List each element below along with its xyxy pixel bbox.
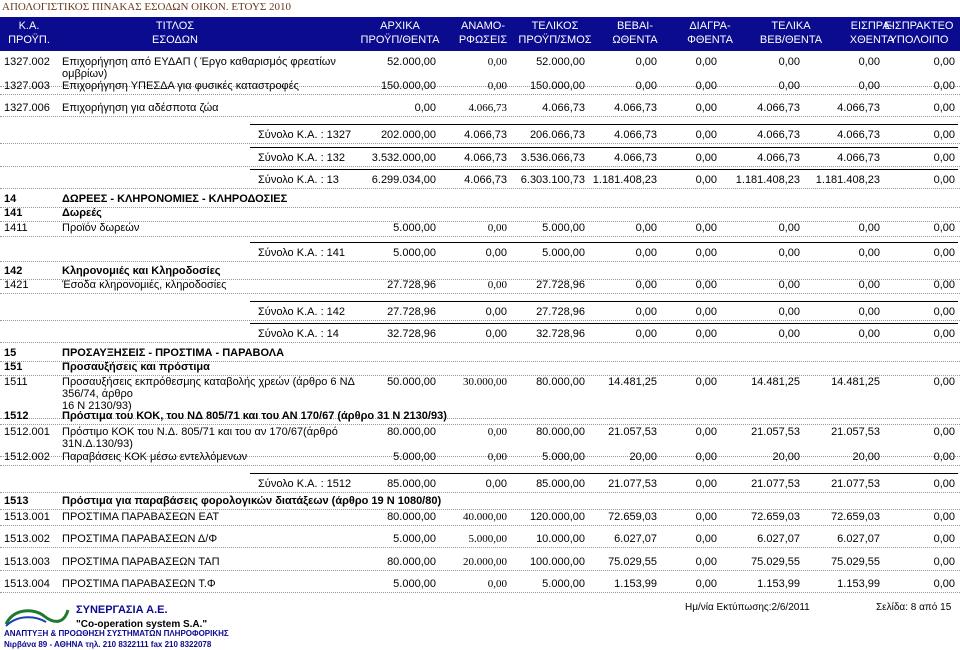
- cell-final: 5.000,00: [542, 451, 585, 463]
- cell-collected: 4.066,73: [837, 129, 880, 141]
- table-row: [0, 192, 960, 206]
- row-title: Επιχορήγηση για αδέσποτα ζώα: [62, 102, 219, 114]
- page-number: Σελίδα: 8 από 15: [876, 602, 952, 613]
- table-row: [0, 278, 960, 292]
- row-code: 1513.002: [4, 533, 50, 545]
- hdr-collected: ΕΙΣΠΡΑ- ΧΘΕΝΤΑ: [849, 20, 895, 46]
- cell-deleted: 0,00: [695, 328, 717, 340]
- cell-final-cert: 0,00: [778, 328, 800, 340]
- cell-final: 120.000,00: [529, 511, 585, 523]
- cell-amend: 4.066,73: [464, 152, 507, 164]
- cell-initial: 5.000,00: [393, 451, 436, 463]
- cell-certified: 0,00: [635, 80, 657, 92]
- cell-final-cert: 0,00: [778, 279, 800, 291]
- cell-certified: 4.066,73: [614, 152, 657, 164]
- subtotal-rule: [250, 473, 958, 474]
- cell-deleted: 0,00: [695, 556, 717, 568]
- cell-certified: 14.481,25: [608, 376, 657, 388]
- table-header: [0, 17, 960, 51]
- subtotal-label: Σύνολο Κ.Α. : 141: [258, 247, 346, 259]
- table-row: [0, 360, 960, 374]
- cell-certified: 0,00: [635, 306, 657, 318]
- cell-initial: 6.299.034,00: [371, 174, 436, 186]
- cell-outstanding: 0,00: [933, 222, 955, 234]
- cell-collected: 1.153,99: [837, 578, 880, 590]
- cell-outstanding: 0,00: [933, 129, 955, 141]
- cell-initial: 85.000,00: [387, 478, 436, 490]
- cell-final-cert: 0,00: [778, 222, 800, 234]
- table-row: [0, 375, 960, 412]
- cell-amend: 4.066,73: [468, 102, 507, 114]
- row-separator: [0, 94, 960, 95]
- cell-final-cert: 0,00: [778, 306, 800, 318]
- cell-collected: 0,00: [858, 306, 880, 318]
- cell-deleted: 0,00: [695, 102, 717, 114]
- cell-final: 5.000,00: [542, 222, 585, 234]
- subtotal-rule: [250, 169, 958, 170]
- row-separator: [0, 570, 960, 571]
- cell-amend: 20.000,00: [463, 556, 507, 568]
- cell-outstanding: 0,00: [933, 328, 955, 340]
- cell-initial: 27.728,96: [387, 279, 436, 291]
- report-title: ΑΠΟΛΟΓΙΣΤΙΚΟΣ ΠΙΝΑΚΑΣ ΕΣΟΔΩΝ ΟΙΚΟΝ. ΕΤΟΥΣ 2010: [2, 1, 292, 13]
- cell-amend: 4.066,73: [464, 174, 507, 186]
- subtotal-row: [0, 305, 960, 319]
- cell-deleted: 0,00: [695, 451, 717, 463]
- cell-final-cert: 0,00: [778, 56, 800, 68]
- company-system: "Co-operation system S.A.": [76, 619, 208, 630]
- row-title: ΠΡΟΣΤΙΜΑ ΠΑΡΑΒΑΣΕΩΝ ΕΑΤ: [62, 511, 220, 523]
- cell-outstanding: 0,00: [933, 80, 955, 92]
- cell-amend: 0,00: [487, 56, 507, 68]
- table-row: [0, 425, 960, 450]
- cell-collected: 1.181.408,23: [815, 174, 880, 186]
- cell-collected: 14.481,25: [831, 376, 880, 388]
- cell-outstanding: 0,00: [933, 279, 955, 291]
- cell-amend: 0,00: [487, 426, 507, 438]
- row-code: 1512.002: [4, 451, 50, 463]
- cell-certified: 0,00: [635, 222, 657, 234]
- row-title: ΠΡΟΣΑΥΞΗΣΕΙΣ - ΠΡΟΣΤΙΜΑ - ΠΑΡΑΒΟΛΑ: [62, 347, 285, 359]
- cell-deleted: 0,00: [695, 222, 717, 234]
- row-code: 142: [4, 265, 23, 277]
- hdr-title: ΤΙΤΛΟΣ ΕΣΟΔΩΝ: [152, 20, 198, 46]
- cell-deleted: 0,00: [695, 306, 717, 318]
- row-code: 151: [4, 361, 23, 373]
- hdr-final: ΤΕΛΙΚΟΣ ΠΡΟΫΠ/ΣΜΟΣ: [518, 20, 592, 46]
- cell-collected: 0,00: [858, 222, 880, 234]
- cell-final-cert: 4.066,73: [757, 129, 800, 141]
- cell-deleted: 0,00: [695, 129, 717, 141]
- subtotal-label: Σύνολο Κ.Α. : 14: [258, 328, 339, 340]
- cell-certified: 20,00: [629, 451, 657, 463]
- company-address: Νιρβάνα 89 - ΑΘΗΝΑ τηλ. 210 8322111 fax 210 8322078: [4, 640, 212, 649]
- cell-outstanding: 0,00: [933, 376, 955, 388]
- subtotal-row: [0, 246, 960, 260]
- table-row: [0, 206, 960, 220]
- cell-outstanding: 0,00: [933, 56, 955, 68]
- cell-deleted: 0,00: [695, 578, 717, 590]
- row-code: 14: [4, 193, 17, 205]
- row-title: Έσοδα κληρονομιές, κληροδοσίες: [62, 279, 227, 291]
- cell-certified: 1.153,99: [614, 578, 657, 590]
- row-separator: [0, 320, 960, 321]
- cell-final-cert: 6.027,07: [757, 533, 800, 545]
- subtotal-rule: [250, 323, 958, 324]
- cell-initial: 80.000,00: [387, 426, 436, 438]
- cell-final: 5.000,00: [542, 578, 585, 590]
- cell-initial: 27.728,96: [387, 306, 436, 318]
- cell-final-cert: 4.066,73: [757, 102, 800, 114]
- cell-final: 3.536.066,73: [520, 152, 585, 164]
- cell-outstanding: 0,00: [933, 511, 955, 523]
- cell-certified: 0,00: [635, 328, 657, 340]
- cell-collected: 4.066,73: [837, 102, 880, 114]
- row-title: Πρόστιμα του ΚΟΚ, του ΝΔ 805/71 και του ΑΝ 170/67 (άρθρο 31 Ν 2130/93): [62, 410, 447, 422]
- table-row: [0, 577, 960, 591]
- cell-collected: 21.077,53: [831, 478, 880, 490]
- row-title: Παραβάσεις ΚΟΚ μέσω εντελλόμενων: [62, 451, 248, 463]
- cell-certified: 4.066,73: [614, 102, 657, 114]
- cell-collected: 4.066,73: [837, 152, 880, 164]
- row-separator: [0, 525, 960, 526]
- row-title: ΠΡΟΣΤΙΜΑ ΠΑΡΑΒΑΣΕΩΝ ΤΑΠ: [62, 556, 220, 568]
- row-code: 1513.001: [4, 511, 50, 523]
- cell-outstanding: 0,00: [933, 451, 955, 463]
- row-title: Επιχορήγηση ΥΠΕΣΔΑ για φυσικές καταστροφές: [62, 80, 299, 92]
- row-separator: [0, 342, 960, 343]
- cell-initial: 80.000,00: [387, 556, 436, 568]
- table-row: [0, 101, 960, 115]
- row-separator: [0, 592, 960, 593]
- cell-certified: 0,00: [635, 247, 657, 259]
- cell-final: 80.000,00: [536, 376, 585, 388]
- cell-final: 6.303.100,73: [520, 174, 585, 186]
- row-title: ΠΡΟΣΤΙΜΑ ΠΑΡΑΒΑΣΕΩΝ Τ.Φ: [62, 578, 216, 590]
- row-separator: [0, 236, 960, 237]
- cell-collected: 20,00: [852, 451, 880, 463]
- cell-final: 206.066,73: [529, 129, 585, 141]
- cell-deleted: 0,00: [695, 426, 717, 438]
- cell-deleted: 0,00: [695, 247, 717, 259]
- table-row: [0, 555, 960, 569]
- subtotal-rule: [250, 242, 958, 243]
- cell-amend: 4.066,73: [464, 129, 507, 141]
- cell-deleted: 0,00: [695, 478, 717, 490]
- cell-deleted: 0,00: [695, 511, 717, 523]
- cell-deleted: 0,00: [695, 80, 717, 92]
- cell-deleted: 0,00: [695, 376, 717, 388]
- row-title: Πρόστιμο ΚΟΚ του Ν.Δ. 805/71 και του αν 170/67(άρθρό: [62, 426, 338, 438]
- cell-initial: 3.532.000,00: [371, 152, 436, 164]
- row-code: 1421: [4, 279, 29, 291]
- row-separator: [0, 492, 960, 493]
- cell-certified: 21.077,53: [608, 478, 657, 490]
- cell-initial: 52.000,00: [387, 56, 436, 68]
- row-title: Πρόστιμα για παραβάσεις φορολογικών διατάξεων (άρθρο 19 Ν 1080/80): [62, 495, 442, 507]
- subtotal-rule: [250, 147, 958, 148]
- cell-initial: 5.000,00: [393, 247, 436, 259]
- row-code: 141: [4, 207, 23, 219]
- hdr-code: Κ.Α. ΠΡΟΫΠ.: [8, 20, 50, 46]
- cell-collected: 21.057,53: [831, 426, 880, 438]
- cell-final-cert: 72.659,03: [751, 511, 800, 523]
- row-separator: [0, 188, 960, 189]
- cell-final: 27.728,96: [536, 306, 585, 318]
- cell-final: 80.000,00: [536, 426, 585, 438]
- table-row: [0, 221, 960, 235]
- subtotal-row: [0, 327, 960, 341]
- cell-final-cert: 14.481,25: [751, 376, 800, 388]
- row-code: 1327.006: [4, 102, 50, 114]
- cell-amend: 0,00: [485, 306, 507, 318]
- cell-deleted: 0,00: [695, 56, 717, 68]
- subtotal-row: [0, 128, 960, 142]
- cell-final: 4.066,73: [542, 102, 585, 114]
- cell-amend: 0,00: [487, 578, 507, 590]
- cell-amend: 0,00: [487, 279, 507, 291]
- hdr-certified: ΒΕΒΑΙ- ΩΘΕΝΤΑ: [612, 20, 658, 46]
- company-name: ΣΥΝΕΡΓΑΣΙΑ Α.Ε.: [76, 604, 168, 616]
- row-title: Κληρονομιές και Κληροδοσίες: [62, 265, 221, 277]
- table-row: [0, 264, 960, 278]
- row-code: 1513.004: [4, 578, 50, 590]
- cell-outstanding: 0,00: [933, 578, 955, 590]
- row-separator: [0, 293, 960, 294]
- subtotal-label: Σύνολο Κ.Α. : 142: [258, 306, 346, 318]
- cell-initial: 5.000,00: [393, 578, 436, 590]
- cell-certified: 0,00: [635, 56, 657, 68]
- hdr-initial: ΑΡΧΙΚΑ ΠΡΟΫΠ/ΘΕΝΤΑ: [360, 20, 440, 46]
- hdr-amend: ΑΝΑΜΟ- ΡΦΩΣΕΙΣ: [458, 20, 508, 46]
- row-code: 1411: [4, 222, 28, 234]
- cell-amend: 0,00: [487, 80, 507, 92]
- cell-initial: 5.000,00: [393, 222, 436, 234]
- row-separator: [0, 261, 960, 262]
- row-code: 1512.001: [4, 426, 50, 438]
- cell-final-cert: 20,00: [772, 451, 800, 463]
- cell-outstanding: 0,00: [933, 556, 955, 568]
- cell-initial: 32.728,96: [387, 328, 436, 340]
- cell-collected: 72.659,03: [831, 511, 880, 523]
- row-title: Προσαυξήσεις και πρόστιμα: [62, 361, 210, 373]
- cell-amend: 0,00: [487, 222, 507, 234]
- row-separator: [0, 166, 960, 167]
- row-separator: [0, 465, 960, 466]
- cell-final: 32.728,96: [536, 328, 585, 340]
- subtotal-row: [0, 173, 960, 187]
- row-code: 15: [4, 347, 17, 359]
- cell-initial: 80.000,00: [387, 511, 436, 523]
- cell-outstanding: 0,00: [933, 152, 955, 164]
- cell-outstanding: 0,00: [933, 174, 955, 186]
- row-title: Δωρεές: [62, 207, 102, 219]
- row-title: ΔΩΡΕΕΣ - ΚΛΗΡΟΝΟΜΙΕΣ - ΚΛΗΡΟΔΟΣΙΕΣ: [62, 193, 288, 205]
- row-separator: [0, 547, 960, 548]
- row-title: Επιχορήγηση από ΕΥΔΑΠ ( Έργο καθαρισμός φρεατίων: [62, 56, 336, 68]
- cell-collected: 75.029,55: [831, 556, 880, 568]
- hdr-deleted: ΔΙΑΓΡΑ- ΦΘΕΝΤΑ: [687, 20, 733, 46]
- cell-final: 52.000,00: [536, 56, 585, 68]
- cell-final: 150.000,00: [529, 80, 585, 92]
- row-title-cont: 31Ν.Δ.130/93): [62, 438, 133, 450]
- cell-amend: 0,00: [485, 328, 507, 340]
- cell-final-cert: 21.057,53: [751, 426, 800, 438]
- row-title-cont: 356/74, άρθρο: [62, 388, 133, 400]
- cell-final-cert: 4.066,73: [757, 152, 800, 164]
- cell-certified: 21.057,53: [608, 426, 657, 438]
- cell-collected: 0,00: [858, 328, 880, 340]
- cell-final: 10.000,00: [536, 533, 585, 545]
- row-title: ΠΡΟΣΤΙΜΑ ΠΑΡΑΒΑΣΕΩΝ Δ/Φ: [62, 533, 218, 545]
- cell-outstanding: 0,00: [933, 478, 955, 490]
- cell-amend: 5.000,00: [468, 533, 507, 545]
- cell-certified: 0,00: [635, 279, 657, 291]
- row-title: Προϊόν δωρεών: [62, 222, 140, 234]
- cell-deleted: 0,00: [695, 279, 717, 291]
- cell-final-cert: 0,00: [778, 80, 800, 92]
- cell-outstanding: 0,00: [933, 533, 955, 545]
- row-separator: [0, 143, 960, 144]
- cell-outstanding: 0,00: [933, 102, 955, 114]
- cell-initial: 5.000,00: [393, 533, 436, 545]
- row-code: 1327.002: [4, 56, 50, 68]
- row-separator: [0, 116, 960, 117]
- table-row: [0, 450, 960, 464]
- row-code: 1513.003: [4, 556, 50, 568]
- table-row: [0, 55, 960, 80]
- table-row: [0, 510, 960, 524]
- cell-certified: 75.029,55: [608, 556, 657, 568]
- cell-deleted: 0,00: [695, 174, 717, 186]
- row-code: 1513: [4, 495, 29, 507]
- hdr-final-cert: ΤΕΛΙΚΑ ΒΕΒ/ΘΕΝΤΑ: [759, 20, 823, 46]
- cell-initial: 150.000,00: [380, 80, 436, 92]
- cell-collected: 0,00: [858, 56, 880, 68]
- table-row: [0, 79, 960, 93]
- cell-collected: 6.027,07: [837, 533, 880, 545]
- subtotal-row: [0, 477, 960, 491]
- subtotal-rule: [250, 301, 958, 302]
- subtotal-row: [0, 151, 960, 165]
- cell-collected: 0,00: [858, 247, 880, 259]
- logo-graphic: [4, 604, 70, 628]
- cell-amend: 0,00: [485, 478, 507, 490]
- row-title-cont: 16 Ν 2130/93): [62, 400, 132, 412]
- cell-certified: 72.659,03: [608, 511, 657, 523]
- cell-initial: 0,00: [414, 102, 436, 114]
- company-tagline: ΑΝΑΠΤΥΞΗ & ΠΡΟΩΘΗΣΗ ΣΥΣΤΗΜΑΤΩΝ ΠΛΗΡΟΦΟΡΙΚΗΣ: [4, 629, 229, 638]
- subtotal-label: Σύνολο Κ.Α. : 13: [258, 174, 339, 186]
- row-code: 1327.003: [4, 80, 50, 92]
- cell-certified: 1.181.408,23: [592, 174, 657, 186]
- cell-amend: 30.000,00: [463, 376, 507, 388]
- row-title-cont: ομβρίων): [62, 68, 108, 80]
- table-row: [0, 346, 960, 360]
- cell-final-cert: 1.181.408,23: [735, 174, 800, 186]
- cell-certified: 6.027,07: [614, 533, 657, 545]
- cell-collected: 0,00: [858, 279, 880, 291]
- cell-final-cert: 75.029,55: [751, 556, 800, 568]
- cell-initial: 50.000,00: [387, 376, 436, 388]
- cell-final: 85.000,00: [536, 478, 585, 490]
- table-row: [0, 494, 960, 508]
- cell-deleted: 0,00: [695, 533, 717, 545]
- cell-outstanding: 0,00: [933, 306, 955, 318]
- table-row: [0, 532, 960, 546]
- cell-amend: 0,00: [487, 451, 507, 463]
- row-code: 1512: [4, 410, 29, 422]
- cell-final-cert: 21.077,53: [751, 478, 800, 490]
- cell-amend: 0,00: [485, 247, 507, 259]
- row-title: Προσαυξήσεις εκπρόθεσμης καταβολής χρεών (άρθρο 6 ΝΔ: [62, 376, 355, 388]
- cell-final-cert: 0,00: [778, 247, 800, 259]
- cell-initial: 202.000,00: [380, 129, 436, 141]
- cell-outstanding: 0,00: [933, 426, 955, 438]
- subtotal-rule: [250, 124, 958, 125]
- cell-certified: 4.066,73: [614, 129, 657, 141]
- cell-final: 5.000,00: [542, 247, 585, 259]
- row-code: 1511: [4, 376, 28, 388]
- cell-final: 27.728,96: [536, 279, 585, 291]
- cell-deleted: 0,00: [695, 152, 717, 164]
- hdr-outstanding: ΕΙΣΠΡΑΚΤΕΟ ΥΠΟΛΟΙΠΟ: [884, 20, 954, 46]
- cell-outstanding: 0,00: [933, 247, 955, 259]
- cell-final: 100.000,00: [529, 556, 585, 568]
- print-date: Ημ/νία Εκτύπωσης:2/6/2011: [685, 602, 810, 613]
- cell-collected: 0,00: [858, 80, 880, 92]
- cell-final-cert: 1.153,99: [757, 578, 800, 590]
- table-row: [0, 409, 960, 423]
- cell-amend: 40.000,00: [463, 511, 507, 523]
- subtotal-label: Σύνολο Κ.Α. : 1512: [258, 478, 352, 490]
- subtotal-label: Σύνολο Κ.Α. : 132: [258, 152, 346, 164]
- subtotal-label: Σύνολο Κ.Α. : 1327: [258, 129, 352, 141]
